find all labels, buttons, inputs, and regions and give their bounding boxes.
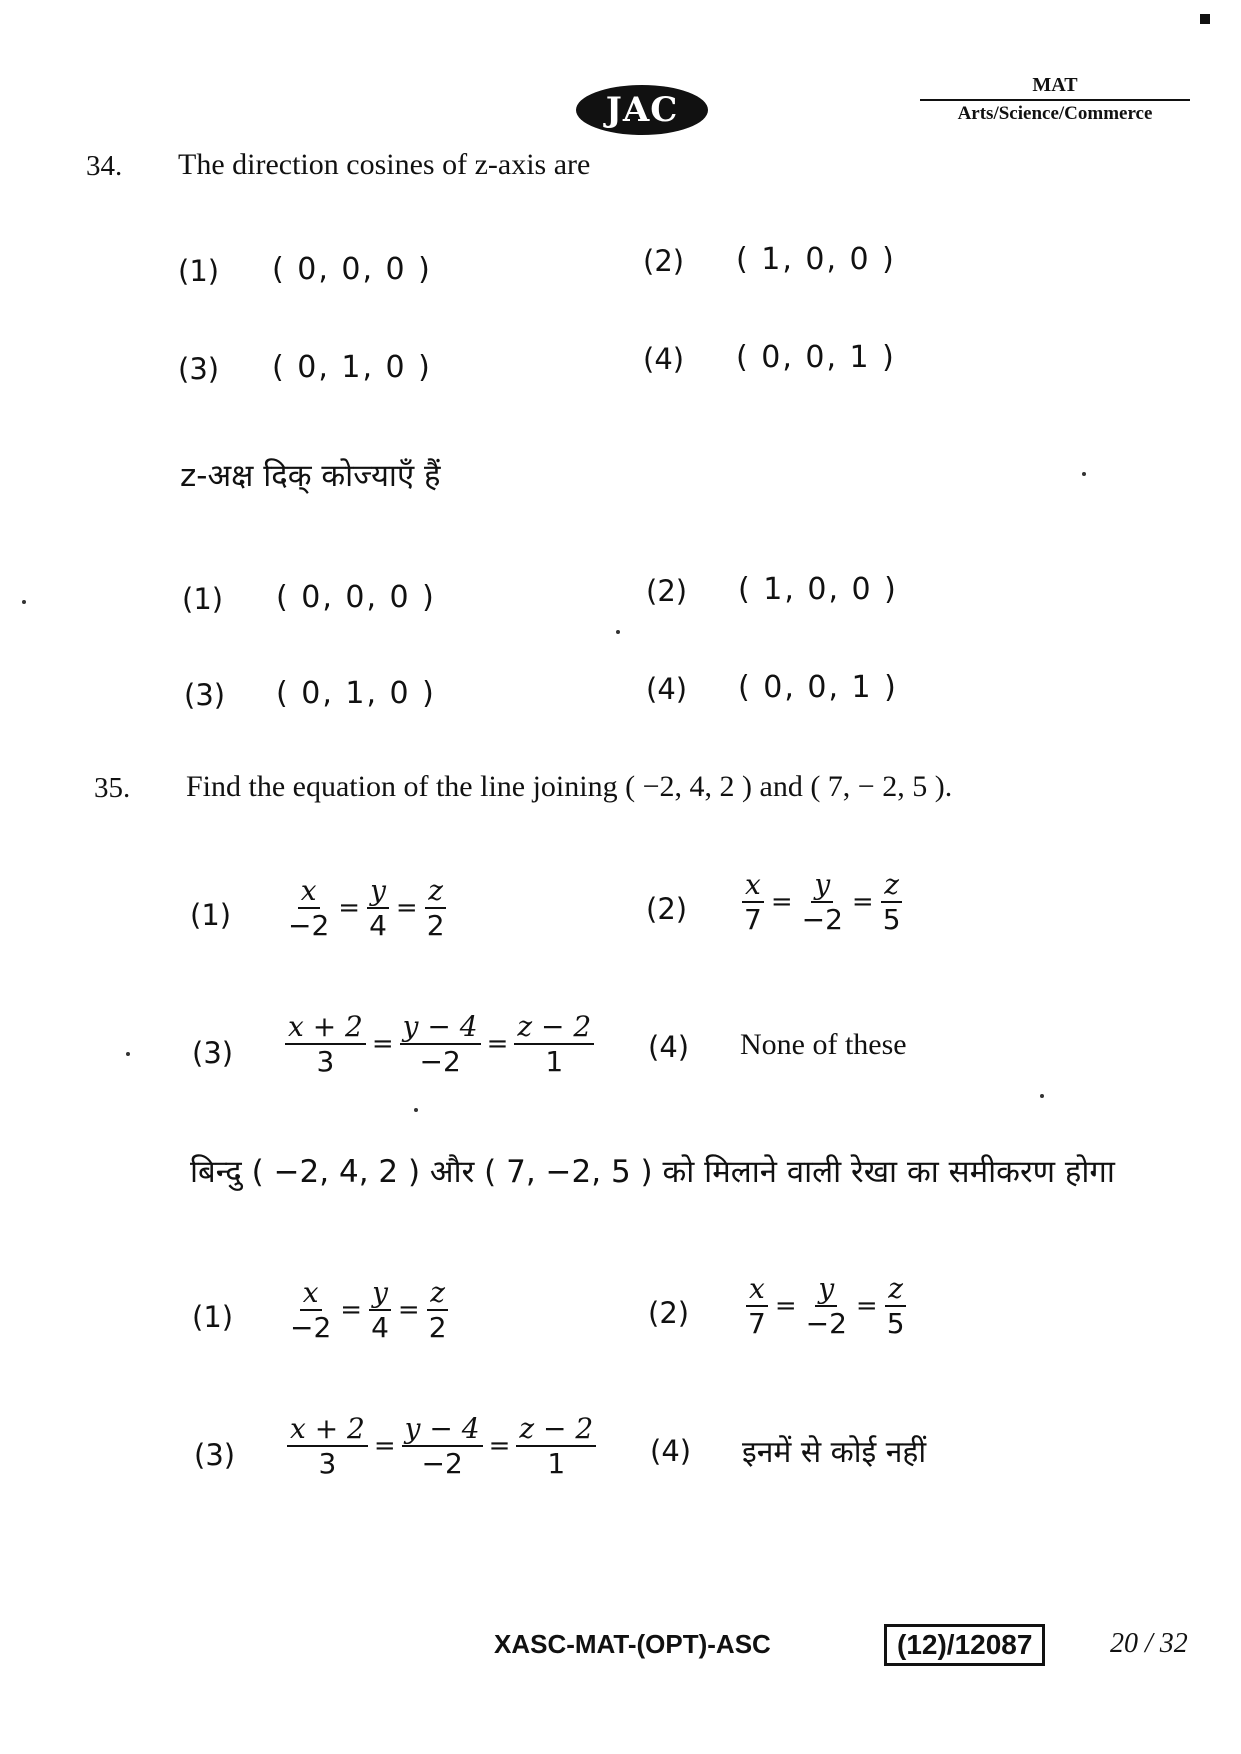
- q35-text: Find the equation of the line joining ( −2, 4, 2 ) and ( 7, − 2, 5 ).: [186, 770, 953, 803]
- q34-opt2-text: ( 1, 0, 0 ): [736, 242, 896, 277]
- frac-denominator: 3: [318, 1447, 337, 1481]
- q35-hindi-opt3-num: (3): [194, 1438, 236, 1472]
- scan-speck: [616, 630, 620, 634]
- q35-opt3-equation: [282, 1012, 597, 1077]
- q35-opt4-num: (4): [648, 1030, 690, 1064]
- frac-denominator: −2: [419, 1045, 461, 1079]
- frac-denominator: 5: [886, 1307, 905, 1341]
- subject-code: MAT: [920, 74, 1190, 101]
- q34-opt2-num: (2): [643, 244, 685, 278]
- q34-opt3-text: ( 0, 1, 0 ): [272, 350, 432, 385]
- frac-numerator: z: [881, 870, 902, 903]
- frac-denominator: 7: [744, 903, 762, 937]
- q35-opt2-num: (2): [646, 892, 688, 926]
- q34-opt4-text: ( 0, 0, 1 ): [736, 340, 896, 375]
- q35-number: 35.: [94, 772, 131, 804]
- q35-hindi-opt2-num: (2): [648, 1296, 690, 1330]
- subject-header: [920, 74, 1190, 125]
- frac-denominator: 4: [371, 1311, 389, 1345]
- q34-hindi-opt4-num: (4): [646, 672, 688, 706]
- frac-denominator: 2: [426, 909, 445, 943]
- q35-hindi-text: बिन्दु ( −2, 4, 2 ) और ( 7, −2, 5 ) को मिलाने वाली रेखा का समीकरण होगा: [190, 1154, 1115, 1190]
- jac-logo: [576, 85, 708, 135]
- equals-sign: =: [395, 893, 418, 924]
- frac-numerator: y: [369, 1278, 391, 1311]
- frac-denominator: 4: [369, 909, 387, 943]
- q35-hindi-opt2-equation: [742, 1274, 911, 1339]
- frac-numerator: z: [885, 1274, 906, 1307]
- scan-speck: [414, 1108, 418, 1112]
- frac-denominator: 5: [882, 903, 901, 937]
- q34-hindi-opt3-num: (3): [184, 678, 226, 712]
- q35-opt2-equation: [738, 870, 907, 935]
- frac-denominator: −2: [805, 1307, 847, 1341]
- frac-denominator: 1: [547, 1447, 566, 1481]
- scan-speck: [1040, 1094, 1044, 1098]
- frac-denominator: 1: [545, 1045, 564, 1079]
- frac-numerator: z: [425, 876, 446, 909]
- equals-sign: =: [340, 1295, 363, 1326]
- q34-opt4-num: (4): [643, 342, 685, 376]
- frac-numerator: x: [742, 870, 764, 903]
- logo-text: JAC: [605, 90, 679, 130]
- equals-sign: =: [373, 1431, 396, 1462]
- q34-hindi-opt1-text: ( 0, 0, 0 ): [276, 580, 436, 615]
- equals-sign: =: [338, 893, 361, 924]
- equals-sign: =: [774, 1291, 797, 1322]
- q35-hindi-opt1-num: (1): [192, 1300, 234, 1334]
- q35-hindi-opt4-text: इनमें से कोई नहीं: [742, 1435, 927, 1470]
- q34-hindi-opt1-num: (1): [182, 582, 224, 616]
- equals-sign: =: [770, 887, 793, 918]
- q35-opt4-text: None of these: [740, 1028, 907, 1061]
- frac-numerator: x: [298, 876, 320, 909]
- scan-speck: [22, 600, 26, 604]
- frac-numerator: y − 4: [400, 1012, 481, 1045]
- paper-set-box: (12)/12087: [884, 1624, 1045, 1666]
- equals-sign: =: [397, 1295, 420, 1326]
- q34-opt1-num: (1): [178, 254, 220, 288]
- frac-numerator: y: [811, 870, 833, 903]
- q34-opt3-num: (3): [178, 352, 220, 386]
- frac-numerator: y: [815, 1274, 837, 1307]
- frac-numerator: x: [746, 1274, 768, 1307]
- q34-hindi-opt2-text: ( 1, 0, 0 ): [738, 572, 898, 607]
- frac-denominator: 7: [748, 1307, 766, 1341]
- frac-numerator: y − 4: [402, 1414, 483, 1447]
- q34-hindi-opt2-num: (2): [646, 574, 688, 608]
- q35-hindi-opt1-equation: [284, 1278, 453, 1343]
- scan-speck: [1082, 472, 1086, 476]
- streams-label: Arts/Science/Commerce: [957, 103, 1153, 124]
- q34-hindi-text: z-अक्ष दिक् कोज्याएँ हैं: [180, 458, 441, 494]
- frac-numerator: x: [300, 1278, 322, 1311]
- q35-opt3-num: (3): [192, 1036, 234, 1070]
- q35-hindi-opt4-num: (4): [650, 1434, 692, 1468]
- frac-numerator: x + 2: [287, 1414, 368, 1447]
- frac-denominator: −2: [801, 903, 843, 937]
- frac-numerator: x + 2: [285, 1012, 366, 1045]
- q35-hindi-opt3-equation: [284, 1414, 599, 1479]
- equals-sign: =: [371, 1029, 394, 1060]
- equals-sign: =: [851, 887, 874, 918]
- scan-speck: [126, 1052, 130, 1056]
- equals-sign: =: [855, 1291, 878, 1322]
- frac-denominator: −2: [290, 1311, 332, 1345]
- corner-mark: [1200, 14, 1210, 24]
- q34-opt1-text: ( 0, 0, 0 ): [272, 252, 432, 287]
- frac-numerator: y: [367, 876, 389, 909]
- frac-denominator: −2: [288, 909, 330, 943]
- q35-opt1-equation: [282, 876, 451, 941]
- frac-numerator: z − 2: [514, 1012, 594, 1045]
- q34-hindi-opt3-text: ( 0, 1, 0 ): [276, 676, 436, 711]
- frac-denominator: 3: [316, 1045, 335, 1079]
- q35-opt1-num: (1): [190, 898, 232, 932]
- paper-code: XASC-MAT-(OPT)-ASC: [494, 1629, 771, 1659]
- frac-denominator: −2: [421, 1447, 463, 1481]
- page-number: 20 / 32: [1110, 1628, 1188, 1659]
- equals-sign: =: [488, 1431, 511, 1462]
- q34-number: 34.: [86, 150, 123, 182]
- equals-sign: =: [486, 1029, 509, 1060]
- frac-numerator: z − 2: [516, 1414, 596, 1447]
- frac-denominator: 2: [428, 1311, 447, 1345]
- q34-text: The direction cosines of z-axis are: [178, 148, 591, 181]
- frac-numerator: z: [427, 1278, 448, 1311]
- q34-hindi-opt4-text: ( 0, 0, 1 ): [738, 670, 898, 705]
